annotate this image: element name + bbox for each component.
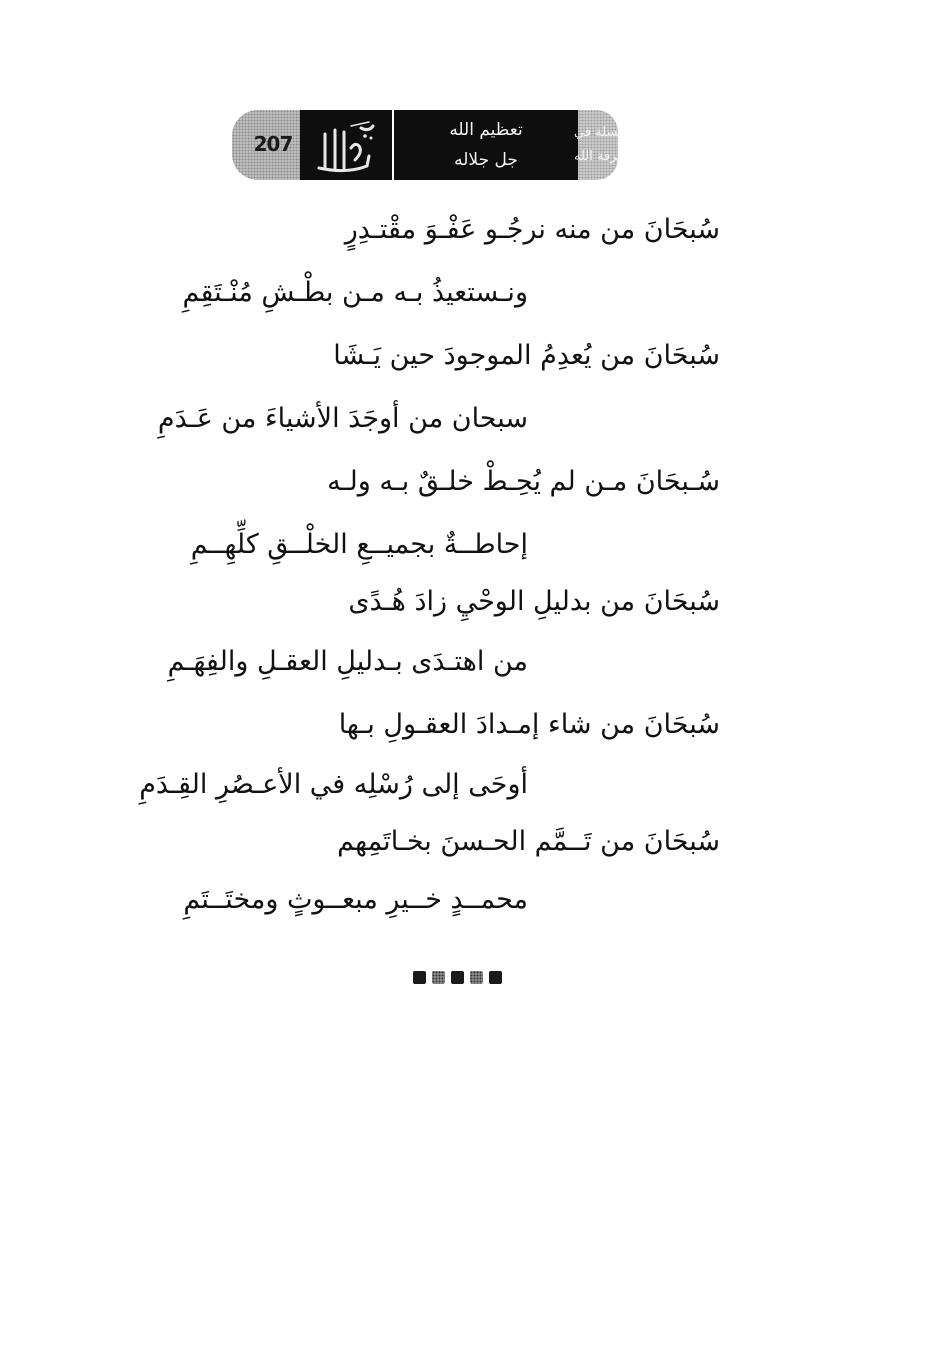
verse-5-first-hemistich: سُبحَانَ من شاء إمـدادَ العقـولِ بـها — [338, 709, 720, 740]
verse-4-second-hemistich: من اهتـدَى بـدليلِ العقـلِ والفِهَـمِ — [167, 646, 528, 677]
ornament-square-icon — [451, 971, 464, 984]
ornament-square-icon — [432, 971, 445, 984]
chapter-title — [394, 110, 578, 180]
verse-2-second-hemistich: سبحان من أوجَدَ الأشياءَ من عَـدَمِ — [157, 403, 528, 434]
ornament-square-icon — [489, 971, 502, 984]
verse-1-first-hemistich: سُبحَانَ من منه نرجُـو عَفْـوَ مقْتـدِرٍ — [344, 214, 720, 245]
chapter-title-line1: تعظيم الله — [449, 120, 523, 140]
verse-5-second-hemistich: أوحَى إلى رُسْلِه في الأعـصُرِ القِـدَمِ — [139, 769, 528, 800]
section-end-ornament — [413, 969, 513, 985]
header-title-block — [300, 110, 578, 180]
verse-4-first-hemistich: سُبحَانَ من بدليلِ الوحْيِ زادَ هُـدًى — [348, 586, 720, 617]
series-tab — [574, 110, 634, 180]
series-title — [574, 110, 634, 180]
series-title-line1: سلسلة في — [574, 125, 634, 140]
verse-3-first-hemistich: سُـبحَانَ مـن لم يُحِـطْ خلـقٌ بـه ولـه — [327, 466, 720, 497]
verse-2-first-hemistich: سُبحَانَ من يُعدِمُ الموجودَ حين يَـشَا — [333, 340, 720, 371]
allah-calligraphy-icon — [311, 116, 381, 174]
verse-1-second-hemistich: ونـستعيذُ بـه مـن بطْـشِ مُنْـتَقِمِ — [182, 277, 528, 308]
ornament-square-icon — [413, 971, 426, 984]
running-header — [232, 110, 634, 180]
verse-6-second-hemistich: محمــدٍ خــيرِ مبعــوثٍ ومختَــتَمِ — [183, 884, 528, 915]
calligraphy-logo — [300, 110, 394, 180]
page-number-tab — [232, 110, 300, 180]
ornament-square-icon — [470, 971, 483, 984]
chapter-title-line2: جل جلاله — [454, 150, 518, 170]
series-title-line2: معرفة الله — [574, 149, 631, 164]
page-number: 207 — [253, 132, 293, 156]
verse-3-second-hemistich: إحاطــةٌ بجميــعِ الخلْــقِ كلِّهِــمِ — [190, 529, 528, 560]
verse-6-first-hemistich: سُبحَانَ من تَــمَّم الحـسنَ بخـاتَمِهم — [337, 826, 720, 857]
